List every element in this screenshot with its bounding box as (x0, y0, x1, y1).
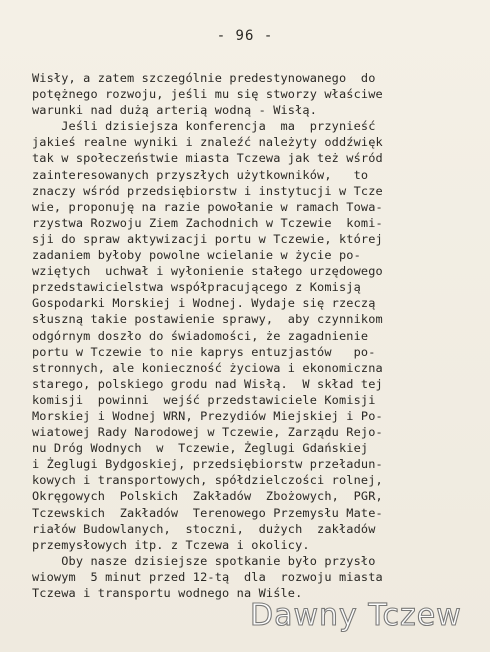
text-line: odgórnym doszło do świadomości, że zagadnienie (32, 328, 369, 343)
text-line: wiowym 5 minut przed 12-tą dla rozwoju miasta (32, 569, 383, 584)
text-line: rzystwa Rozwoju Ziem Zachodnich w Tczewie komi- (32, 215, 383, 230)
text-line: wiatowej Rady Narodowej w Tczewie, Zarządu Rejo- (32, 425, 383, 440)
text-line: Morskiej i Wodnej WRN, Prezydiów Miejskiej i Po- (32, 408, 383, 423)
text-line: portu w Tczewie to nie kaprys entuzjastów po- (32, 344, 376, 359)
text-line: warunki nad dużą arterią wodną - Wisłą. (32, 103, 318, 118)
text-line: słuszną takie postawienie sprawy, aby czynnikom (32, 312, 383, 327)
text-line: tak w społeczeństwie miasta Tczewa jak też wśród (32, 151, 383, 166)
text-line: przemysłowych itp. z Tczewa i okolicy. (32, 537, 310, 552)
text-line: zadaniem byłoby powolne wcielanie w życie po- (32, 248, 361, 263)
text-line: zainteresowanych przyszłych użytkowników, to (32, 167, 369, 182)
page-number: - 96 - (216, 28, 274, 44)
watermark: Dawny Tczew (250, 598, 462, 633)
text-line: kowych i transportowych, spółdzielczości rolnej, (32, 473, 383, 488)
text-line: komisji powinni wejść przedstawiciele Komisji (32, 392, 376, 407)
text-line: sji do spraw aktywizacji portu w Tczewie, której (32, 231, 383, 246)
text-line: Tczewskich Zakładów Terenowego Przemysłu Mate- (32, 505, 383, 520)
text-line: Okręgowych Polskich Zakładów Zbożowych, PGR, (32, 489, 383, 504)
text-line: Wisły, a zatem szczególnie predestynowanego do (32, 71, 376, 85)
text-line: riałów Budowlanych, stoczni, dużych zakładów (32, 521, 376, 536)
text-line: Oby nasze dzisiejsze spotkanie było przysło (32, 553, 376, 568)
body-text (32, 70, 462, 601)
text-line: wie, proponuję na razie powołanie w ramach Towa- (32, 199, 383, 214)
text-line: znaczy wśród przedsiębiorstw i instytucji w Tcze (32, 183, 383, 198)
text-line: starego, polskiego grodu nad Wisłą. W skład tej (32, 376, 383, 391)
text-line: nu Dróg Wodnych w Tczewie, Żeglugi Gdańskiej (32, 441, 369, 456)
text-line: przedstawicielstwa współpracującego z Komisją (32, 280, 361, 295)
text-line: potężnego rozwoju, jeśli mu się stworzy właściwe (32, 87, 383, 102)
text-line: Tczewa i transportu wodnego na Wiśle. (32, 586, 303, 600)
text-line: i Żeglugi Bydgoskiej, przedsiębiorstw przeładun- (32, 457, 383, 472)
text-line: wziętych uchwał i wyłonienie stałego urzędowego (32, 264, 383, 279)
text-line: jakieś realne wyniki i znaleźć należyty oddźwięk (32, 135, 383, 150)
text-line: Gospodarki Morskiej i Wodnej. Wydaje się rzeczą (32, 296, 376, 311)
text-line: stronnych, ale konieczność życiowa i ekonomiczna (32, 360, 383, 375)
text-line: Jeśli dzisiejsza konferencja ma przynieść (32, 119, 376, 134)
